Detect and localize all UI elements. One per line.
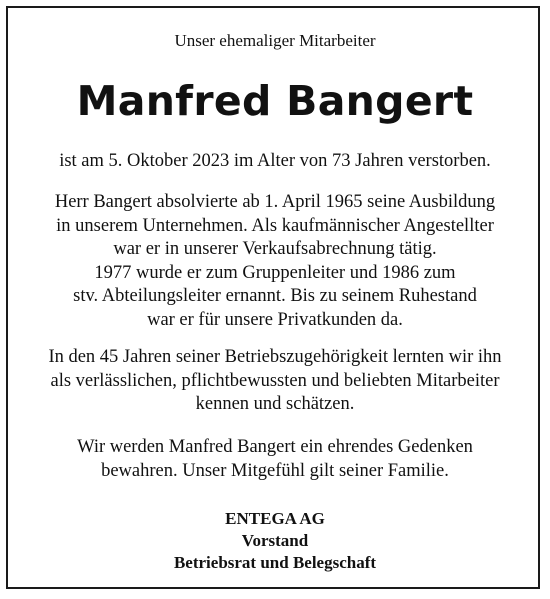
death-announcement [0, 150, 550, 174]
remembrance-line: Wir werden Manfred Bangert ein ehrendes Gedenken [77, 437, 473, 457]
career-paragraph [0, 191, 550, 332]
remembrance-paragraph [0, 436, 550, 483]
signature-board: Vorstand [241, 531, 309, 550]
career-line: in unserem Unternehmen. Als kaufmännischer Angestellter [56, 215, 494, 236]
signature-company: ENTEGA AG [225, 509, 325, 528]
appreciation-line: In den 45 Jahren seiner Betriebszugehörigkeit lernten wir ihn [48, 347, 502, 367]
appreciation-line: kennen und schätzen. [195, 394, 355, 414]
appreciation-paragraph [0, 346, 550, 417]
deceased-name: Manfred Bangert [76, 77, 474, 125]
career-line: 1977 wurde er zum Gruppenleiter und 1986 zum [94, 262, 456, 283]
career-line: stv. Abteilungsleiter ernannt. Bis zu seinem Ruhestand [73, 286, 477, 306]
appreciation-line: als verlässlichen, pflichtbewussten und beliebten Mitarbeiter [50, 370, 500, 391]
career-line: Herr Bangert absolvierte ab 1. April 1965 seine Ausbildung [54, 192, 496, 212]
career-line: war er für unsere Privatkunden da. [147, 309, 403, 330]
remembrance-line: bewahren. Unser Mitgefühl gilt seiner Familie. [101, 460, 449, 481]
career-line: war er in unserer Verkaufsabrechnung tätig. [113, 239, 437, 259]
death-line: ist am 5. Oktober 2023 im Alter von 73 Jahren verstorben. [59, 151, 491, 171]
intro-line: Unser ehemaliger Mitarbeiter [174, 31, 376, 50]
signature-block [0, 508, 550, 574]
signature-council: Betriebsrat und Belegschaft [173, 553, 377, 572]
